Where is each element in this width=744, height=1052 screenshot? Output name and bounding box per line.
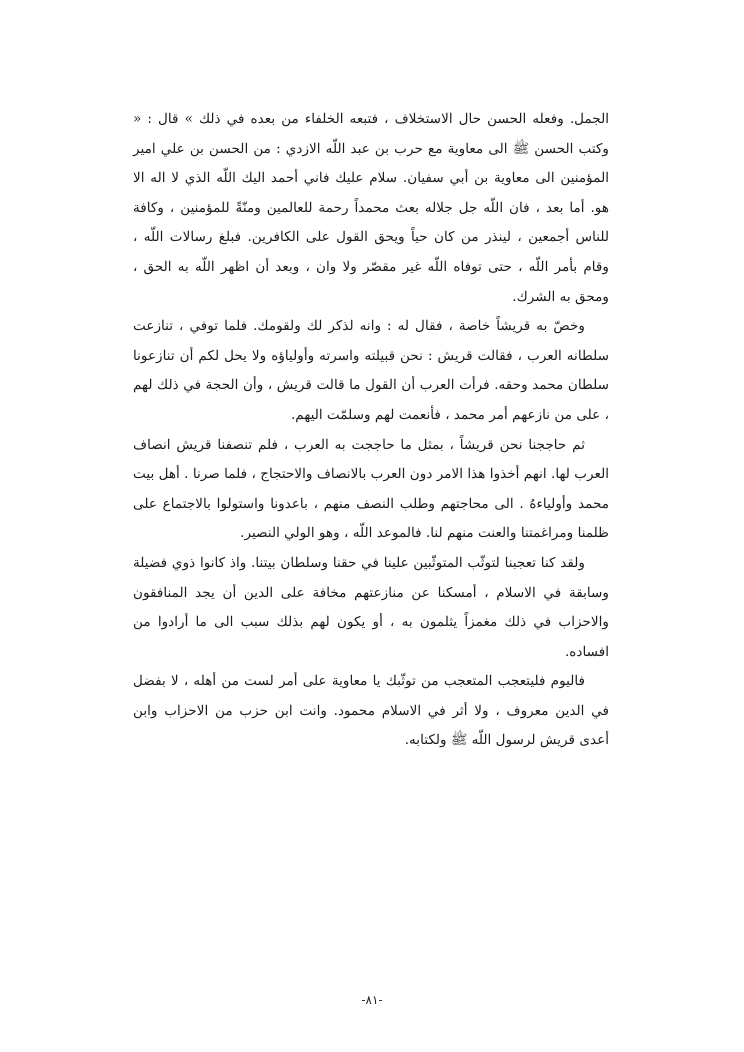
paragraph-3: ثم حاججنا نحن قريشاً ، بمثل ما حاججت به العرب ، فلم تنصفنا قريش انصاف العرب لها. انهم أخذوا هذا الامر دون العرب بالانصاف والاحتجاج ، فلما صرنا . أهل بيت محمد وأولياءهُ . الى محاجتهم وطلب النصف منهم ، باعدونا واستولوا بالاجتماع على ظلمنا ومراغمتنا والعنت منهم لنا. فالموعد اللّه ، وهو الولي النصير.: [133, 436, 609, 542]
paragraph-2: وخصّ به قريشاً خاصة ، فقال له : وانه لذكر لك ولقومك. فلما توفي ، تنازعت سلطانه العرب ، فقالت قريش : نحن قبيلته واسرته وأولياؤه ولا يحل لكم أن تنازعونا سلطان محمد وحقه. فرأت العرب أن القول ما قالت قريش ، وأن الحجة في ذلك لهم ، على من نازعهم أمر محمد ، فأنعمت لهم وسلمّت اليهم.: [133, 318, 609, 423]
paragraph-4: ولقد كنا تعجبنا لتوثّب المتوثّبين علينا في حقنا وسلطان بيتنا. واذ كانوا ذوي فضيلة وسابقة في الاسلام ، أمسكنا عن منازعتهم مخافة على الدين أن يجد المنافقون والاحزاب في ذلك مغمزاً يثلمون به ، أو يكون لهم بذلك سبب الى ما أرادوا من افساده.: [133, 554, 609, 660]
body-text: [133, 105, 609, 756]
paragraph-5: فاليوم فليتعجب المتعجب من توثّبك يا معاوية على أمر لست من أهله ، لا بفضل في الدين معروف ، ولا أثر في الاسلام محمود. وانت ابن حزب من الاحزاب وابن أعدى قريش لرسول اللّه ﷺ ولكتابه.: [133, 673, 609, 749]
page-number: -٨١-: [361, 993, 383, 1007]
paragraph-1: الجمل. وفعله الحسن حال الاستخلاف ، فتبعه الخلفاء من بعده في ذلك » قال : « وكتب الحسن ﷺ الى معاوية مع حرب بن عبد اللّه الازدي : من الحسن بن علي امير المؤمنين الى معاوية بن أبي سفيان. سلام عليك فاني أحمد اليك اللّه الذي لا اله الا هو. أما بعد ، فان اللّه جل جلاله بعث محمداً رحمة للعالمين ومنّةً للمؤمنين ، وكافة للناس أجمعين ، لينذر من كان حياً ويحق القول على الكافرين. فبلغ رسالات اللّه ، وقام بأمر اللّه ، حتى توفاه اللّه غير مقصّر ولا وان ، وبعد أن اظهر اللّه به الحق ، ومحق به الشرك.: [133, 111, 609, 305]
